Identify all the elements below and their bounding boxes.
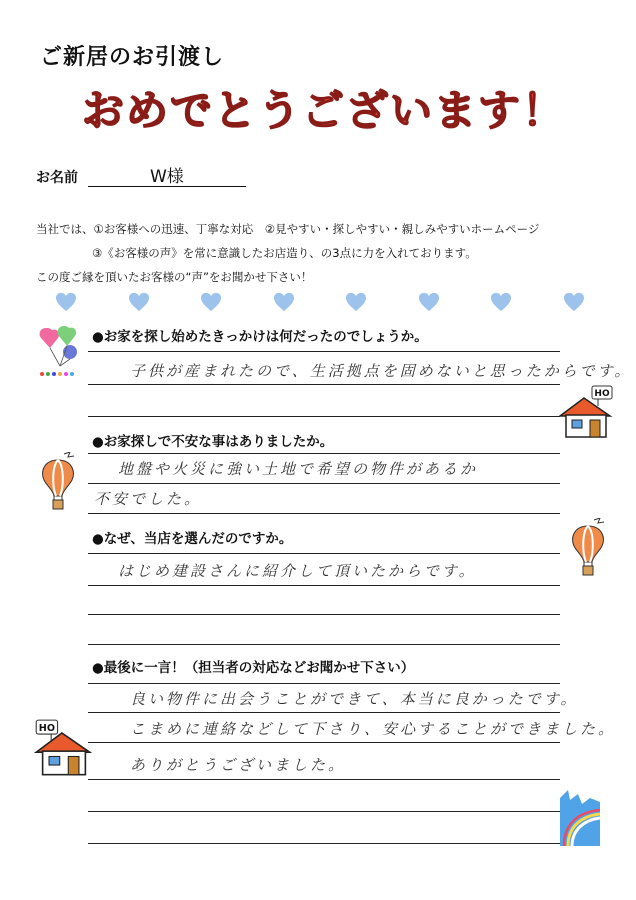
answer-line — [88, 843, 560, 844]
heart-icon — [200, 292, 222, 312]
house-icon — [34, 718, 94, 780]
heart-icon — [345, 292, 367, 312]
answer-line — [88, 614, 560, 615]
question-3: ●なぜ、当店を選んだのですか。 — [92, 531, 293, 547]
hot-air-balloon-icon — [36, 452, 80, 514]
intro-line-3: この度ご縁を頂いたお客様の“声”をお聞かせ下さい！ — [36, 270, 313, 284]
heart-icon — [128, 292, 150, 312]
answer-4-line-1: 良い物件に出会うことができて、本当に良かったです。 — [130, 690, 579, 708]
house-icon — [558, 384, 614, 442]
answer-line — [88, 811, 560, 812]
answer-line — [88, 453, 560, 454]
answer-3-line-1: はじめ建設さんに紹介して頂いたからです。 — [118, 562, 477, 580]
name-value: W様 — [150, 167, 184, 187]
answer-line — [88, 683, 560, 684]
heart-icon — [55, 292, 77, 312]
answer-line — [88, 384, 560, 385]
answer-line — [88, 644, 560, 645]
heart-icon — [273, 292, 295, 312]
answer-line — [88, 779, 560, 780]
answer-line — [88, 513, 560, 514]
answer-1-line-1: 子供が産まれたので、生活拠点を固めないと思ったからです。 — [130, 362, 633, 380]
heart-icon — [418, 292, 440, 312]
answer-4-line-2: こまめに連絡などして下さり、安心することができました。 — [130, 720, 617, 738]
question-1: ●お家を探し始めたきっかけは何だったのでしょうか。 — [92, 329, 428, 345]
question-2: ●お家探しで不安な事はありましたか。 — [92, 434, 334, 450]
balloons-icon — [36, 322, 86, 378]
answer-line — [88, 585, 560, 586]
name-label: お名前 — [36, 170, 78, 186]
answer-line — [88, 712, 560, 713]
answer-line — [88, 351, 560, 352]
subtitle: ご新居のお引渡し — [40, 45, 225, 70]
answer-line — [88, 742, 560, 743]
answer-line — [88, 416, 560, 417]
answer-line — [88, 553, 560, 554]
answer-2-line-1: 地盤や火災に強い土地で希望の物件があるか — [118, 460, 479, 478]
hearts-row — [55, 292, 585, 314]
answer-2-line-2: 不安でした。 — [94, 490, 203, 508]
page-title: おめでとうございます！ — [82, 86, 567, 135]
heart-icon — [563, 292, 585, 312]
answer-line — [88, 483, 560, 484]
intro-line-1: 当社では、①お客様への迅速、丁寧な対応 ②見やすい・探しやすい・親しみやすいホームページ — [36, 222, 540, 236]
hot-air-balloon-icon — [566, 518, 610, 580]
answer-4-line-3: ありがとうございました。 — [130, 756, 347, 774]
intro-line-2: ③《お客様の声》を常に意識したお店造り、の3点に力を入れております。 — [92, 246, 477, 260]
rainbow-icon — [560, 790, 600, 846]
heart-icon — [490, 292, 512, 312]
question-4: ●最後に一言！（担当者の対応などお聞かせ下さい） — [92, 660, 415, 676]
house-sign-text: HO — [38, 722, 56, 734]
house-sign-text: HO — [594, 389, 610, 399]
name-underline — [88, 186, 246, 187]
